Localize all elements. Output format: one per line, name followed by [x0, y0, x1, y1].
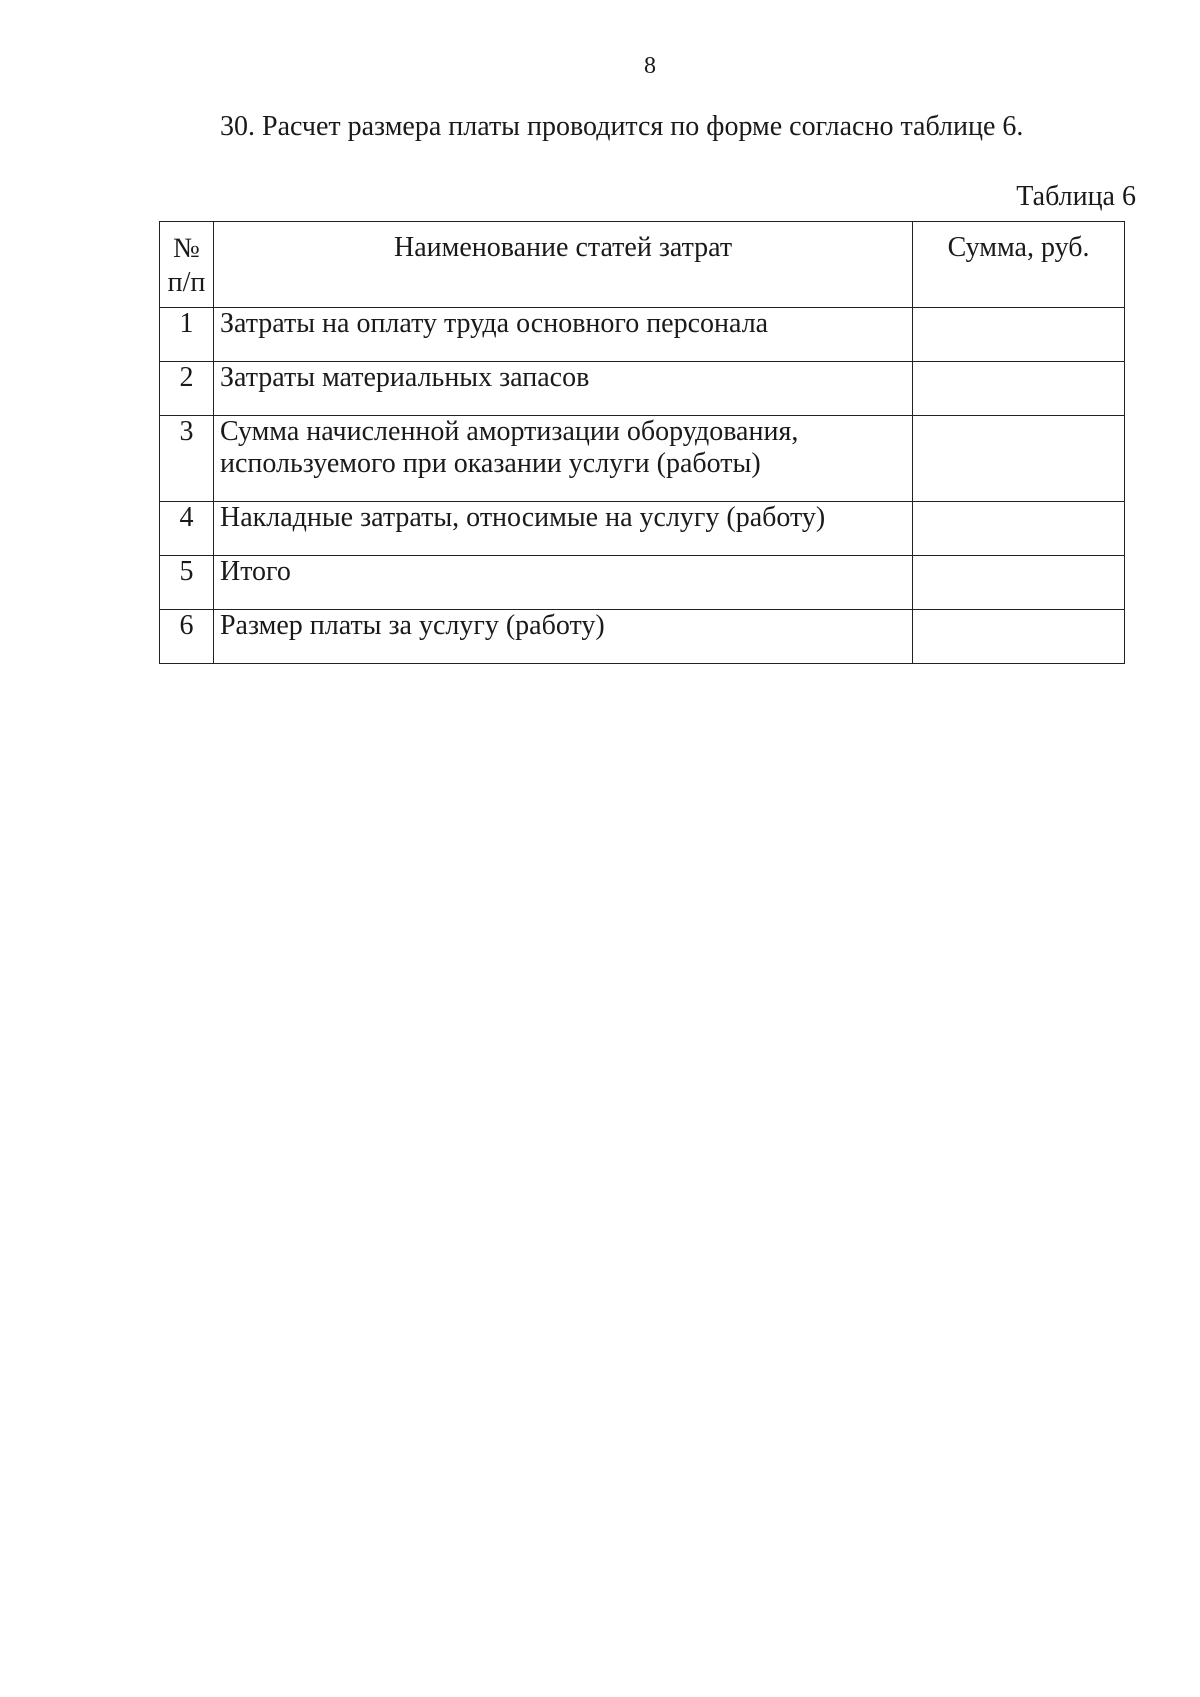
cost-table — [159, 221, 1125, 664]
row-amount — [913, 610, 1125, 664]
row-amount — [913, 362, 1125, 416]
row-cost-item — [213, 416, 912, 502]
row-number: 2 — [160, 362, 214, 416]
row-cost-item-line: используемого при оказании услуги (работы) — [219, 448, 761, 479]
table-row — [160, 416, 1125, 502]
row-cost-item: Накладные затраты, относимые на услугу (работу) — [213, 502, 912, 556]
row-cost-item: Затраты на оплату труда основного персонала — [213, 308, 912, 362]
row-amount — [913, 416, 1125, 502]
table-caption: Таблица 6 — [1016, 181, 1136, 212]
table-row — [160, 308, 1125, 362]
page-number: 8 — [644, 53, 656, 79]
row-cost-item-line: Сумма начисленной амортизации оборудования, — [219, 416, 799, 447]
row-number: 6 — [160, 610, 214, 664]
row-number: 1 — [160, 308, 214, 362]
row-cost-item: Затраты материальных запасов — [213, 362, 912, 416]
table-row — [160, 610, 1125, 664]
row-amount — [913, 502, 1125, 556]
row-amount — [913, 556, 1125, 610]
table-header-row — [160, 222, 1125, 308]
row-number: 4 — [160, 502, 214, 556]
table-row — [160, 362, 1125, 416]
row-number: 5 — [160, 556, 214, 610]
header-amount: Сумма, руб. — [913, 222, 1125, 308]
header-number-symbol: № — [173, 233, 200, 264]
paragraph-30: 30. Расчет размера платы проводится по форме согласно таблице 6. — [220, 111, 1024, 142]
header-cost-item: Наименование статей затрат — [213, 222, 912, 308]
row-amount — [913, 308, 1125, 362]
table-row — [160, 556, 1125, 610]
table-row — [160, 502, 1125, 556]
row-cost-item: Итого — [213, 556, 912, 610]
row-number: 3 — [160, 416, 214, 502]
header-number — [160, 222, 214, 308]
row-cost-item: Размер платы за услугу (работу) — [213, 610, 912, 664]
header-number-abbr: п/п — [167, 267, 206, 298]
